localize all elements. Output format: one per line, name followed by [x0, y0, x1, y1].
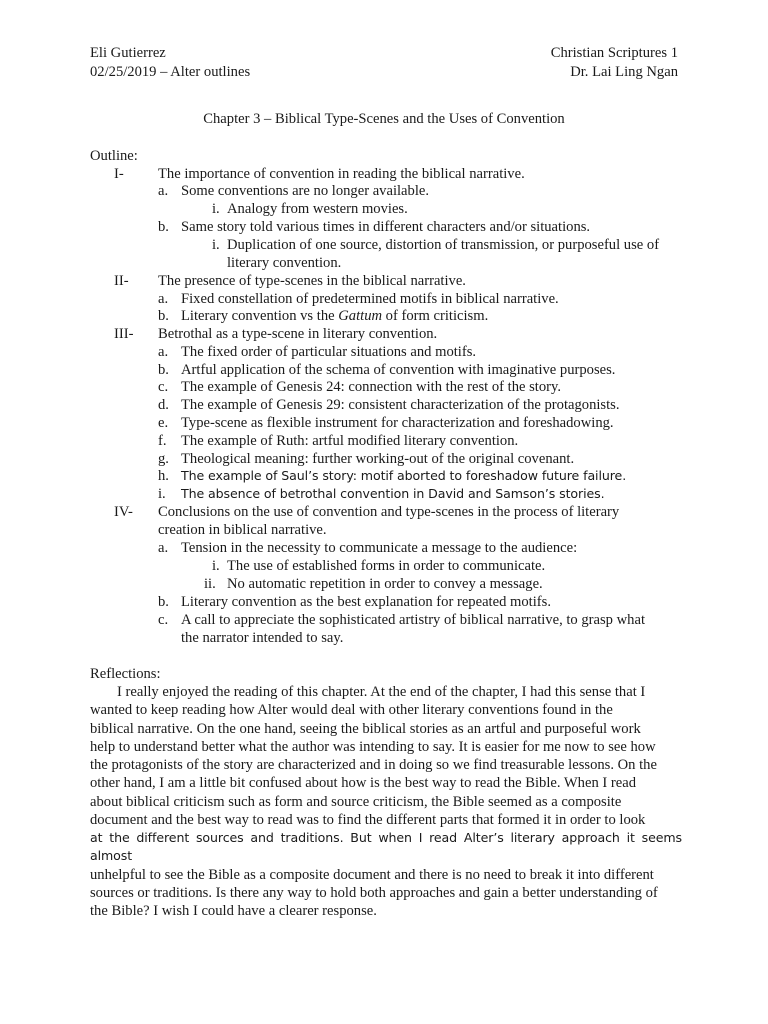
outline-sub-label: d. — [158, 397, 169, 413]
reflection-line: unhelpful to see the Bible as a composite document and there is no need to break it into different — [90, 866, 654, 883]
reflection-line: I really enjoyed the reading of this chapter. At the end of the chapter, I had this sense that I — [117, 684, 646, 700]
outline-sub-label: c. — [158, 612, 169, 628]
author-name: Eli Gutierrez — [90, 45, 166, 61]
outline-item: The presence of type-scenes in the biblical narrative. — [158, 273, 466, 289]
reflection-line: document and the best way to read was to find the different parts that formed it in order to look — [90, 811, 646, 828]
outline-subsub-label: i. — [212, 201, 220, 217]
outline-sub-label: b. — [158, 362, 169, 378]
outline-sub-item: Artful application of the schema of convention with imaginative purposes. — [181, 362, 616, 378]
outline-sub-label: f. — [158, 433, 167, 449]
outline-text-post: of form criticism. — [382, 308, 489, 324]
outline-number: III- — [114, 326, 134, 342]
reflection-line: sources or traditions. Is there any way to hold both approaches and gain a better understanding of — [90, 884, 658, 901]
professor-name: Dr. Lai Ling Ngan — [570, 64, 678, 80]
outline-number: IV- — [114, 504, 133, 520]
outline-sub-item-cont: the narrator intended to say. — [181, 630, 344, 646]
outline-sub-item: The example of Saul’s story: motif aborted to foreshadow future failure. — [181, 468, 627, 483]
outline-sub-item: Theological meaning: further working-out of the original covenant. — [181, 451, 575, 467]
outline-sub-item: The example of Genesis 24: connection with the rest of the story. — [181, 379, 562, 395]
outline-sub-item: Tension in the necessity to communicate a message to the audience: — [181, 540, 578, 556]
reflection-line: at the different sources and traditions. But when I read Alter’s literary approach it seems almost — [90, 830, 682, 864]
outline-number: I- — [114, 166, 124, 182]
outline-sub-item: Fixed constellation of predetermined motifs in biblical narrative. — [181, 291, 559, 307]
outline-subsub-item: No automatic repetition in order to convey a message. — [227, 576, 543, 592]
outline-sub-item: The example of Ruth: artful modified literary convention. — [181, 433, 519, 449]
outline-text-pre: Literary convention vs the — [181, 308, 339, 324]
reflections-paragraph — [90, 683, 682, 920]
outline-sub-label: a. — [158, 291, 169, 307]
course-name: Christian Scriptures 1 — [550, 45, 678, 61]
reflection-line: other hand, I am a little bit confused about how is the best way to read the Bible. When I read — [90, 775, 637, 792]
outline-sub-label: g. — [158, 451, 169, 467]
outline-subsub-label: ii. — [204, 576, 216, 592]
outline-subsub-item: The use of established forms in order to communicate. — [227, 558, 546, 574]
outline-subsub-item-cont: literary convention. — [227, 255, 342, 271]
outline-sub-label: i. — [158, 486, 166, 502]
outline-sub-item: The fixed order of particular situations and motifs. — [181, 344, 477, 360]
outline-sub-item: A call to appreciate the sophisticated artistry of biblical narrative, to grasp what — [181, 612, 645, 628]
outline-sub-label: e. — [158, 415, 169, 431]
outline-sub-item: The absence of betrothal convention in David and Samson’s stories. — [181, 486, 605, 501]
outline-sub-label: a. — [158, 183, 169, 199]
outline-sub-label: b. — [158, 219, 169, 235]
reflection-line: the protagonists of the story are characterized and in doing so we find treasurable lessons. On the — [90, 757, 657, 773]
date-line: 02/25/2019 – Alter outlines — [90, 64, 251, 80]
reflections-heading: Reflections: — [90, 666, 161, 682]
outline-sub-item: Same story told various times in different characters and/or situations. — [181, 219, 591, 235]
outline-text-emphasis: Gattum — [338, 308, 383, 324]
outline-sub-label: b. — [158, 308, 169, 324]
outline-subsub-label: i. — [212, 558, 220, 574]
outline-sub-label: a. — [158, 344, 169, 360]
outline-sub-item: Type-scene as flexible instrument for characterization and foreshadowing. — [181, 415, 614, 431]
reflection-line: biblical narrative. On the one hand, seeing the biblical stories as an artful and purposeful work — [90, 720, 641, 737]
outline-sub-item: The example of Genesis 29: consistent characterization of the protagonists. — [181, 397, 620, 413]
reflection-line: help to understand better what the author was intending to say. It is easier for me now to see how — [90, 738, 656, 755]
outline-subsub-item: Analogy from western movies. — [227, 201, 408, 217]
outline-item: Betrothal as a type-scene in literary convention. — [158, 326, 438, 342]
outline-subsub-item: Duplication of one source, distortion of transmission, or purposeful use of — [227, 237, 660, 253]
outline-number: II- — [114, 273, 129, 289]
outline-item-cont: creation in biblical narrative. — [158, 522, 327, 538]
reflection-line: the Bible? I wish I could have a clearer response. — [90, 903, 377, 919]
outline-subsub-label: i. — [212, 237, 220, 253]
outline-sub-label: b. — [158, 594, 169, 610]
reflection-line: wanted to keep reading how Alter would deal with other literary conventions found in the — [90, 702, 613, 719]
outline-sub-item: Some conventions are no longer available. — [181, 183, 430, 199]
outline-item: The importance of convention in reading the biblical narrative. — [158, 166, 525, 182]
outline-sub-label: h. — [158, 468, 169, 484]
reflection-line: about biblical criticism such as form and source criticism, the Bible seemed as a composite — [90, 793, 622, 810]
outline-sub-label: a. — [158, 540, 169, 556]
outline-item: Conclusions on the use of convention and type-scenes in the process of literary — [158, 504, 620, 520]
outline-sub-item — [181, 307, 488, 325]
outline-sub-label: c. — [158, 379, 169, 395]
outline-sub-item: Literary convention as the best explanation for repeated motifs. — [181, 594, 551, 610]
page-title: Chapter 3 – Biblical Type-Scenes and the Uses of Convention — [203, 111, 565, 127]
outline-heading: Outline: — [90, 148, 138, 164]
